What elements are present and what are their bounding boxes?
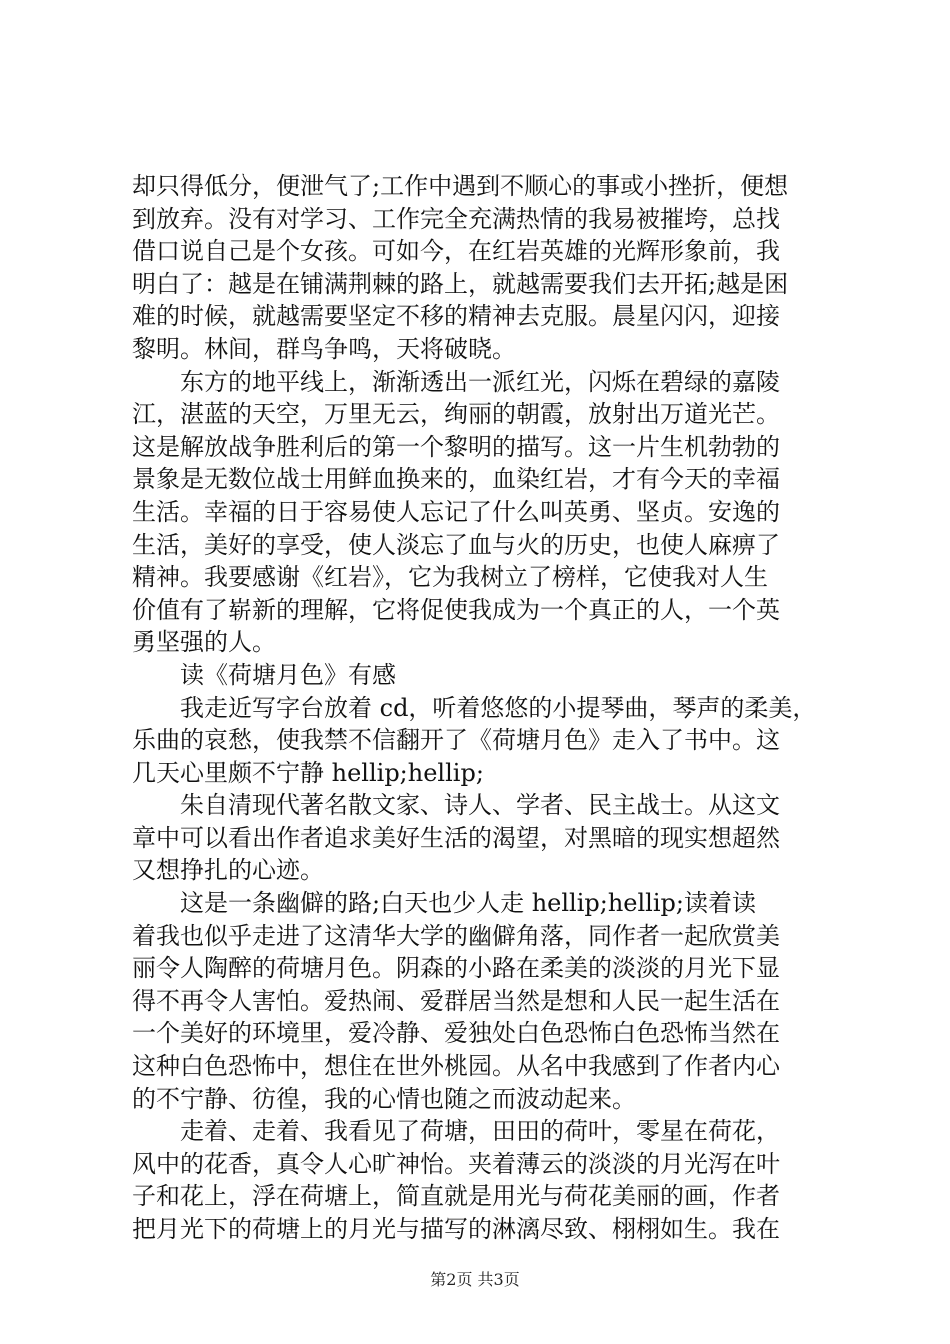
- text-line: 这是一条幽僻的路;白天也少人走 hellip;hellip;读着读: [132, 889, 756, 918]
- text-line: 精神。我要感谢《红岩》，它为我树立了榜样，它使我对人生: [132, 563, 768, 592]
- text-line: 一个美好的环境里，爱冷静、爱独处白色恐怖白色恐怖当然在: [132, 1019, 780, 1048]
- text-line: 风中的花香，真令人心旷神怡。夹着薄云的淡淡的月光泻在叶: [132, 1149, 780, 1178]
- text-line: 把月光下的荷塘上的月光与描写的淋漓尽致、栩栩如生。我在: [132, 1215, 780, 1243]
- text-line: 乐曲的哀愁，使我禁不信翻开了《荷塘月色》走入了书中。这: [132, 726, 780, 755]
- text-line: 生活，美好的享受，使人淡忘了血与火的历史，也使人麻痹了: [132, 530, 780, 559]
- text-line: 这是解放战争胜利后的第一个黎明的描写。这一片生机勃勃的: [132, 432, 780, 461]
- text-line: 江，湛蓝的天空，万里无云，绚丽的朝霞，放射出万道光芒。: [132, 400, 780, 429]
- text-line: 这种白色恐怖中，想住在世外桃园。从名中我感到了作者内心: [132, 1052, 780, 1081]
- text-line: 丽令人陶醉的荷塘月色。阴森的小路在柔美的淡淡的月光下显: [132, 954, 780, 983]
- text-line: 却只得低分，便泄气了;工作中遇到不顺心的事或小挫折，便想: [132, 172, 789, 200]
- section-title-line: 读《荷塘月色》有感: [132, 660, 396, 689]
- text-line: 我走近写字台放着 cd，听着悠悠的小提琴曲，琴声的柔美，: [132, 693, 817, 722]
- text-line: 难的时候，就越需要坚定不移的精神去克服。晨星闪闪，迎接: [132, 302, 780, 331]
- page-footer: 第2页 共3页: [430, 1270, 520, 1289]
- text-line: 朱自清现代著名散文家、诗人、学者、民主战士。从这文: [132, 791, 780, 820]
- text-line: 勇坚强的人。: [132, 628, 276, 657]
- text-line: 又想挣扎的心迹。: [132, 856, 324, 885]
- document-body: [132, 170, 832, 1246]
- text-line: 借口说自己是个女孩。可如今，在红岩英雄的光辉形象前，我: [132, 237, 780, 266]
- text-line: 走着、走着、我看见了荷塘，田田的荷叶，零星在荷花，: [132, 1117, 780, 1146]
- text-line: 得不再令人害怕。爱热闹、爱群居当然是想和人民一起生活在: [132, 986, 780, 1015]
- text-line: 的不宁静、彷徨，我的心情也随之而波动起来。: [132, 1084, 636, 1113]
- text-line: 价值有了崭新的理解，它将促使我成为一个真正的人，一个英: [132, 595, 780, 624]
- text-line: 生活。幸福的日于容易使人忘记了什么叫英勇、坚贞。安逸的: [132, 497, 780, 526]
- text-line: 到放弃。没有对学习、工作完全充满热情的我易被摧垮，总找: [132, 204, 780, 233]
- text-line: 景象是无数位战士用鲜血换来的，血染红岩，才有今天的幸福: [132, 465, 780, 494]
- text-line: 明白了：越是在铺满荆棘的路上，就越需要我们去开拓;越是困: [132, 269, 789, 298]
- text-line: 黎明。林间，群鸟争鸣，天将破晓。: [132, 334, 516, 363]
- text-line: 子和花上，浮在荷塘上，简直就是用光与荷花美丽的画，作者: [132, 1182, 780, 1211]
- text-line: 着我也似乎走进了这清华大学的幽僻角落，同作者一起欣赏美: [132, 921, 780, 950]
- text-line: 章中可以看出作者追求美好生活的渴望，对黑暗的现实想超然: [132, 823, 780, 852]
- text-line: 东方的地平线上，渐渐透出一派红光，闪烁在碧绿的嘉陵: [132, 367, 780, 396]
- text-line: 几天心里颇不宁静 hellip;hellip;: [132, 758, 484, 787]
